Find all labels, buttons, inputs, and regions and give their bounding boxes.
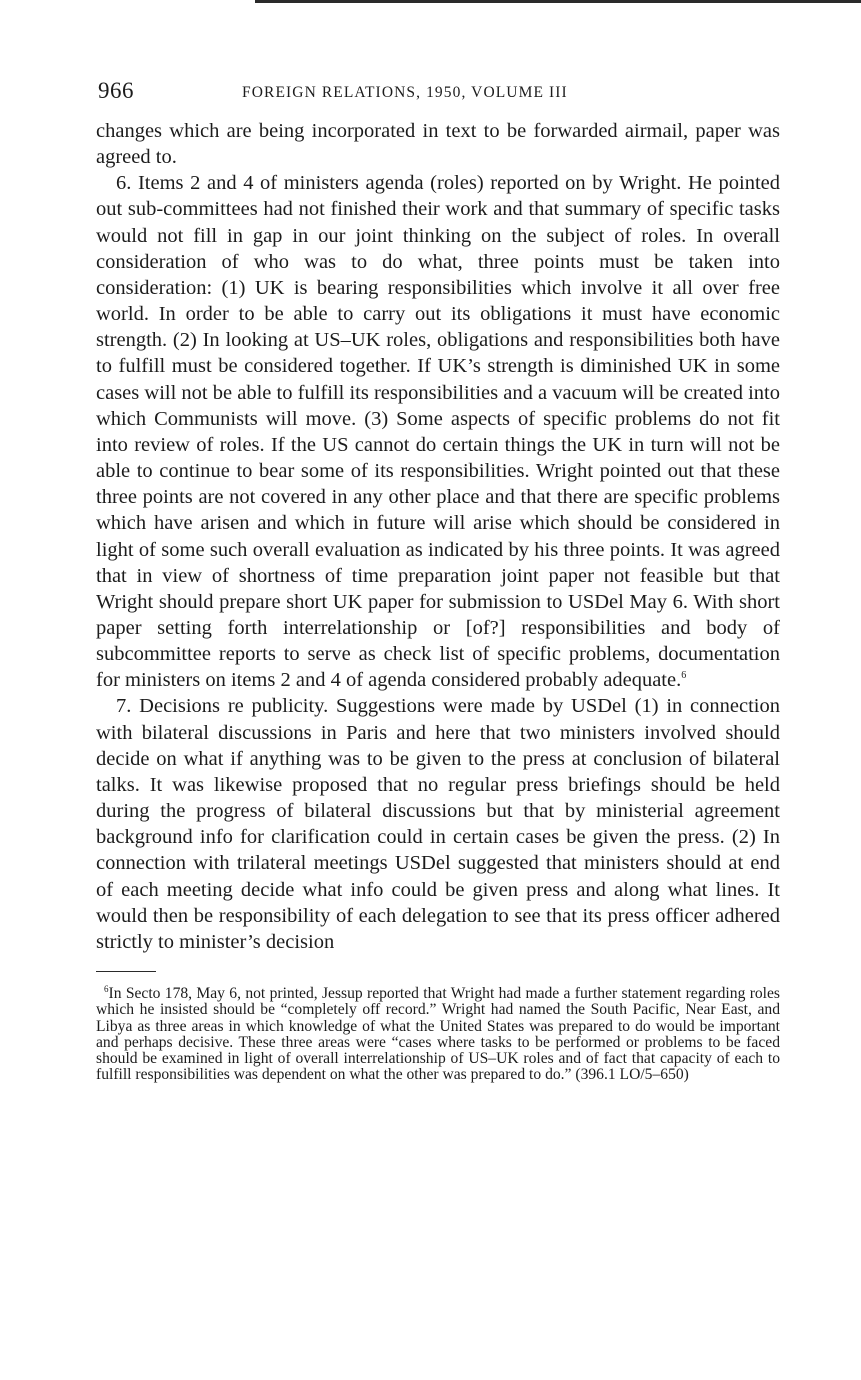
paragraph-text: 6. Items 2 and 4 of ministers agenda (roles) reported on by Wright. He pointed out sub-committees had not finished their work and that summary of specific tasks would not fill in gap in our joint thinking on the subject of roles. In overall consideration of who was to do what, three points must be taken into consideration: (1) UK is bearing responsibilities which involve it all over free world. In order to be able to carry out its obligations it must have economic strength. (2) In looking at US–UK roles, obligations and responsibilities both have to fulfill must be considered together. If UK’s strength is diminished UK in some cases will not be able to fulfill its responsibilities and a vacuum will be created into which Communists will move. (3) Some aspects of specific problems do not fit into review of roles. If the US cannot do certain things the UK in turn will not be able to continue to bear some of its responsibilities. Wright pointed out that these three points are not covered in any other place and that there are specific problems which have arisen and which in future will arise which should be considered in light of some such overall evaluation as indicated by his three points. It was agreed that in view of shortness of time preparation joint paper not feasible but that Wright should prepare short UK paper for submission to USDel May 6. With short paper setting forth interrelationship or [of?] responsibilities and body of subcommittee reports to serve as check list of specific problems, documentation for ministers on items 2 and 4 of agenda considered probably adequate.: [96, 172, 780, 692]
paragraph-text: changes which are being incorporated in text to be forwarded airmail, paper was agreed to.: [96, 120, 780, 169]
page-number: 966: [98, 78, 134, 103]
paragraph-text: 7. Decisions re publicity. Suggestions were made by USDel (1) in connection with bilateral discussions in Paris and here that two ministers involved should decide on what if anything was to be given to the press at conclusion of bilateral talks. It was likewise proposed that no regular press briefings should be held during the progress of bilateral discussions but that by ministerial agreement background info for clarification could in certain cases be given the press. (2) In connection with trilateral meetings USDel suggested that ministers should at end of each meeting decide what info could be given press and along what lines. It would then be responsibility of each delegation to see that its press officer adhered strictly to minister’s decision: [96, 695, 780, 953]
top-edge-rule: [255, 0, 861, 3]
footnote-divider: [96, 971, 156, 972]
footnote: [96, 983, 780, 1084]
paragraph-continued: [96, 118, 780, 170]
paragraph-item-6: [96, 170, 780, 693]
footnote-mark: 6: [104, 983, 109, 994]
document-page: [96, 76, 780, 1084]
running-head: [96, 76, 780, 108]
body-text: [96, 118, 780, 955]
paragraph-item-7: [96, 693, 780, 955]
footnote-text: In Secto 178, May 6, not printed, Jessup reported that Wright had made a further statement regarding roles which he insisted should be “completely off record.” Wright had named the South Pacific, Near East, and Libya as three areas in which knowledge of what the United States was prepared to do would be important and perhaps decisive. These three areas were “cases where tasks to be performed or problems to be faced should be examined in light of overall interrelationship of US–UK roles and of fact that capacity of each to fulfill responsibilities was dependent on what the other was prepared to do.” (396.1 LO/5–650): [96, 985, 780, 1084]
footnote-reference[interactable]: 6: [681, 670, 687, 682]
running-head-title: FOREIGN RELATIONS, 1950, VOLUME III: [242, 84, 568, 101]
